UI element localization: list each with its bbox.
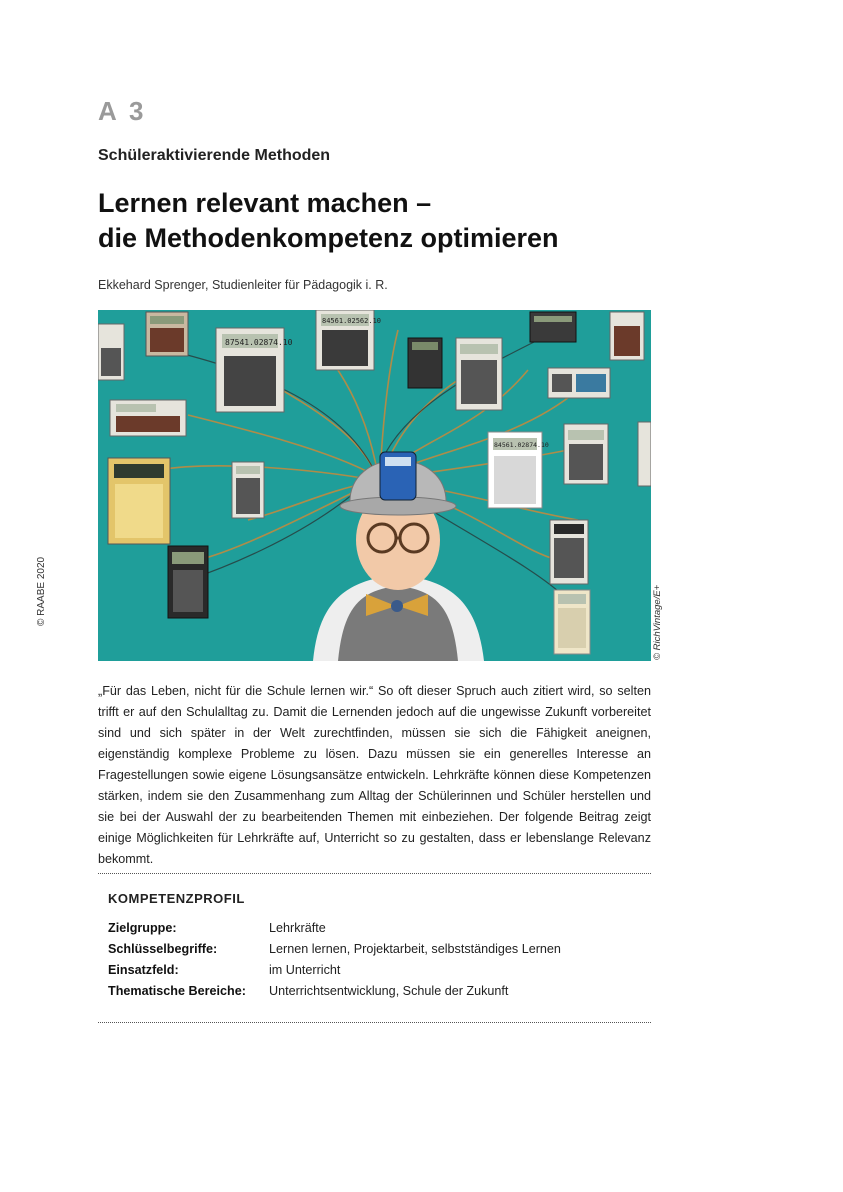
divider-bottom	[98, 1022, 651, 1023]
profile-label-thematische-bereiche: Thematische Bereiche:	[108, 984, 246, 998]
title-line-2: die Methodenkompetenz optimieren	[98, 223, 559, 253]
intro-paragraph: „Für das Leben, nicht für die Schule lernen wir.“ So oft dieser Spruch auch zitiert wird, so selten trifft er auf den Schulalltag zu. Damit die Lernenden jedoch auf die ungewisse Zukunft vorbereitet sind und sich später in der Welt zurechtfinden, müssen sie sich die Fähigkeit aneignen, eigenständig komplexe Probleme zu lösen. Dazu müssen sie ein generelles Interesse an Fragestellungen sowie eigene Lösungsansätze entwickeln. Lehrkräfte können diese Kompetenzen stärken, indem sie den Zusammenhang zum Alltag der Schülerinnen und Schüler herstellen und sie bei der Auswahl der zu bearbeitenden Themen mit einbeziehen. Der folgende Beitrag zeigt einige Möglichkeiten für Lehrkräfte auf, Unterricht so zu gestalten, dass er lebenslange Relevanz bekommt.	[98, 684, 651, 866]
page-title	[98, 186, 559, 256]
profile-value-schluesselbegriffe: Lernen lernen, Projektarbeit, selbstständiges Lernen	[269, 942, 561, 956]
series-title: Schüleraktivierende Methoden	[98, 147, 331, 164]
profile-value-thematische-bereiche: Unterrichtsentwicklung, Schule der Zukunft	[269, 984, 509, 998]
profile-value-zielgruppe: Lehrkräfte	[269, 921, 326, 935]
author-line: Ekkehard Sprenger, Studienleiter für Pädagogik i. R.	[98, 278, 388, 292]
profile-label-schluesselbegriffe: Schlüsselbegriffe:	[108, 942, 218, 956]
title-line-1: Lernen relevant machen –	[98, 188, 432, 218]
svg-text:84561.02874.10: 84561.02874.10	[494, 441, 549, 449]
divider-top	[98, 873, 651, 874]
profile-label-zielgruppe: Zielgruppe:	[108, 921, 177, 935]
copyright-note: © RAABE 2020	[36, 556, 47, 626]
cover-photo	[98, 310, 651, 661]
svg-text:87541.02874.10: 87541.02874.10	[225, 338, 293, 347]
svg-text:84561.02562.10: 84561.02562.10	[322, 317, 382, 325]
profile-value-einsatzfeld: im Unterricht	[269, 963, 341, 977]
section-code: A 3	[98, 96, 147, 126]
photo-credit: © RichVintage/E+	[652, 584, 663, 660]
profile-heading: KOMPETENZPROFIL	[108, 891, 245, 906]
profile-label-einsatzfeld: Einsatzfeld:	[108, 963, 179, 977]
cover-photo-illustration	[98, 310, 651, 661]
